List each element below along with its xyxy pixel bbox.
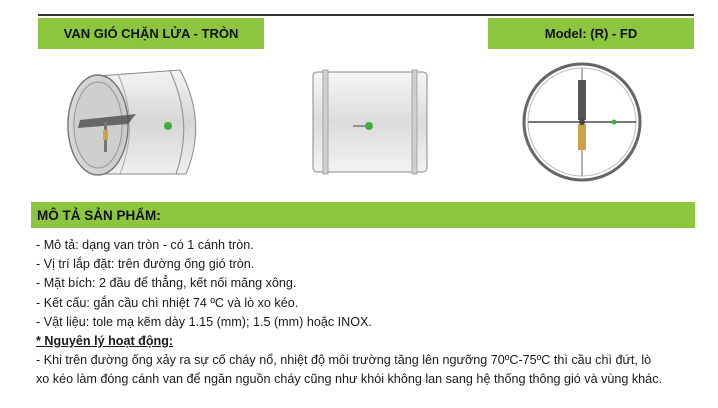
model-label: Model: (R) - FD (544, 26, 638, 41)
principle-heading: * Nguyên lý hoạt động: (36, 334, 174, 349)
description-line: - Vật liệu: tole mạ kẽm dày 1.15 (mm); 1.5 (mm) hoặc INOX. (36, 314, 372, 329)
top-rule (38, 14, 694, 16)
principle-line: - Khi trên đường ống xảy ra sự cố cháy nổ, nhiệt độ môi trường tăng lên ngưỡng 70ºC-75ºC thì cầu chì đứt, lò (36, 353, 652, 368)
damper-side-view (305, 62, 435, 182)
product-title-band (38, 18, 264, 49)
product-title: VAN GIÓ CHẶN LỬA - TRÒN (63, 26, 239, 41)
description-line: - Mặt bích: 2 đầu để thẳng, kết nối măng xông. (36, 276, 297, 291)
model-band (488, 18, 694, 49)
damper-front-view (518, 58, 646, 186)
principle-line: xo kéo làm đóng cánh van để ngăn nguồn cháy cũng như khói không lan sang hệ thống thông gió và vùng khác. (36, 372, 662, 387)
section-heading: MÔ TẢ SẢN PHẨM: (37, 207, 161, 223)
section-heading-band (31, 202, 695, 228)
description-line: - Mô tả: dạng van tròn - có 1 cánh tròn. (36, 238, 254, 252)
damper-perspective-view (58, 62, 218, 186)
product-description (36, 236, 706, 390)
description-line: - Kết cấu: gắn cầu chì nhiệt 74 ºC và lò xo kéo. (36, 295, 299, 310)
description-line: - Vị trí lắp đặt: trên đường ống gió tròn. (36, 257, 255, 272)
